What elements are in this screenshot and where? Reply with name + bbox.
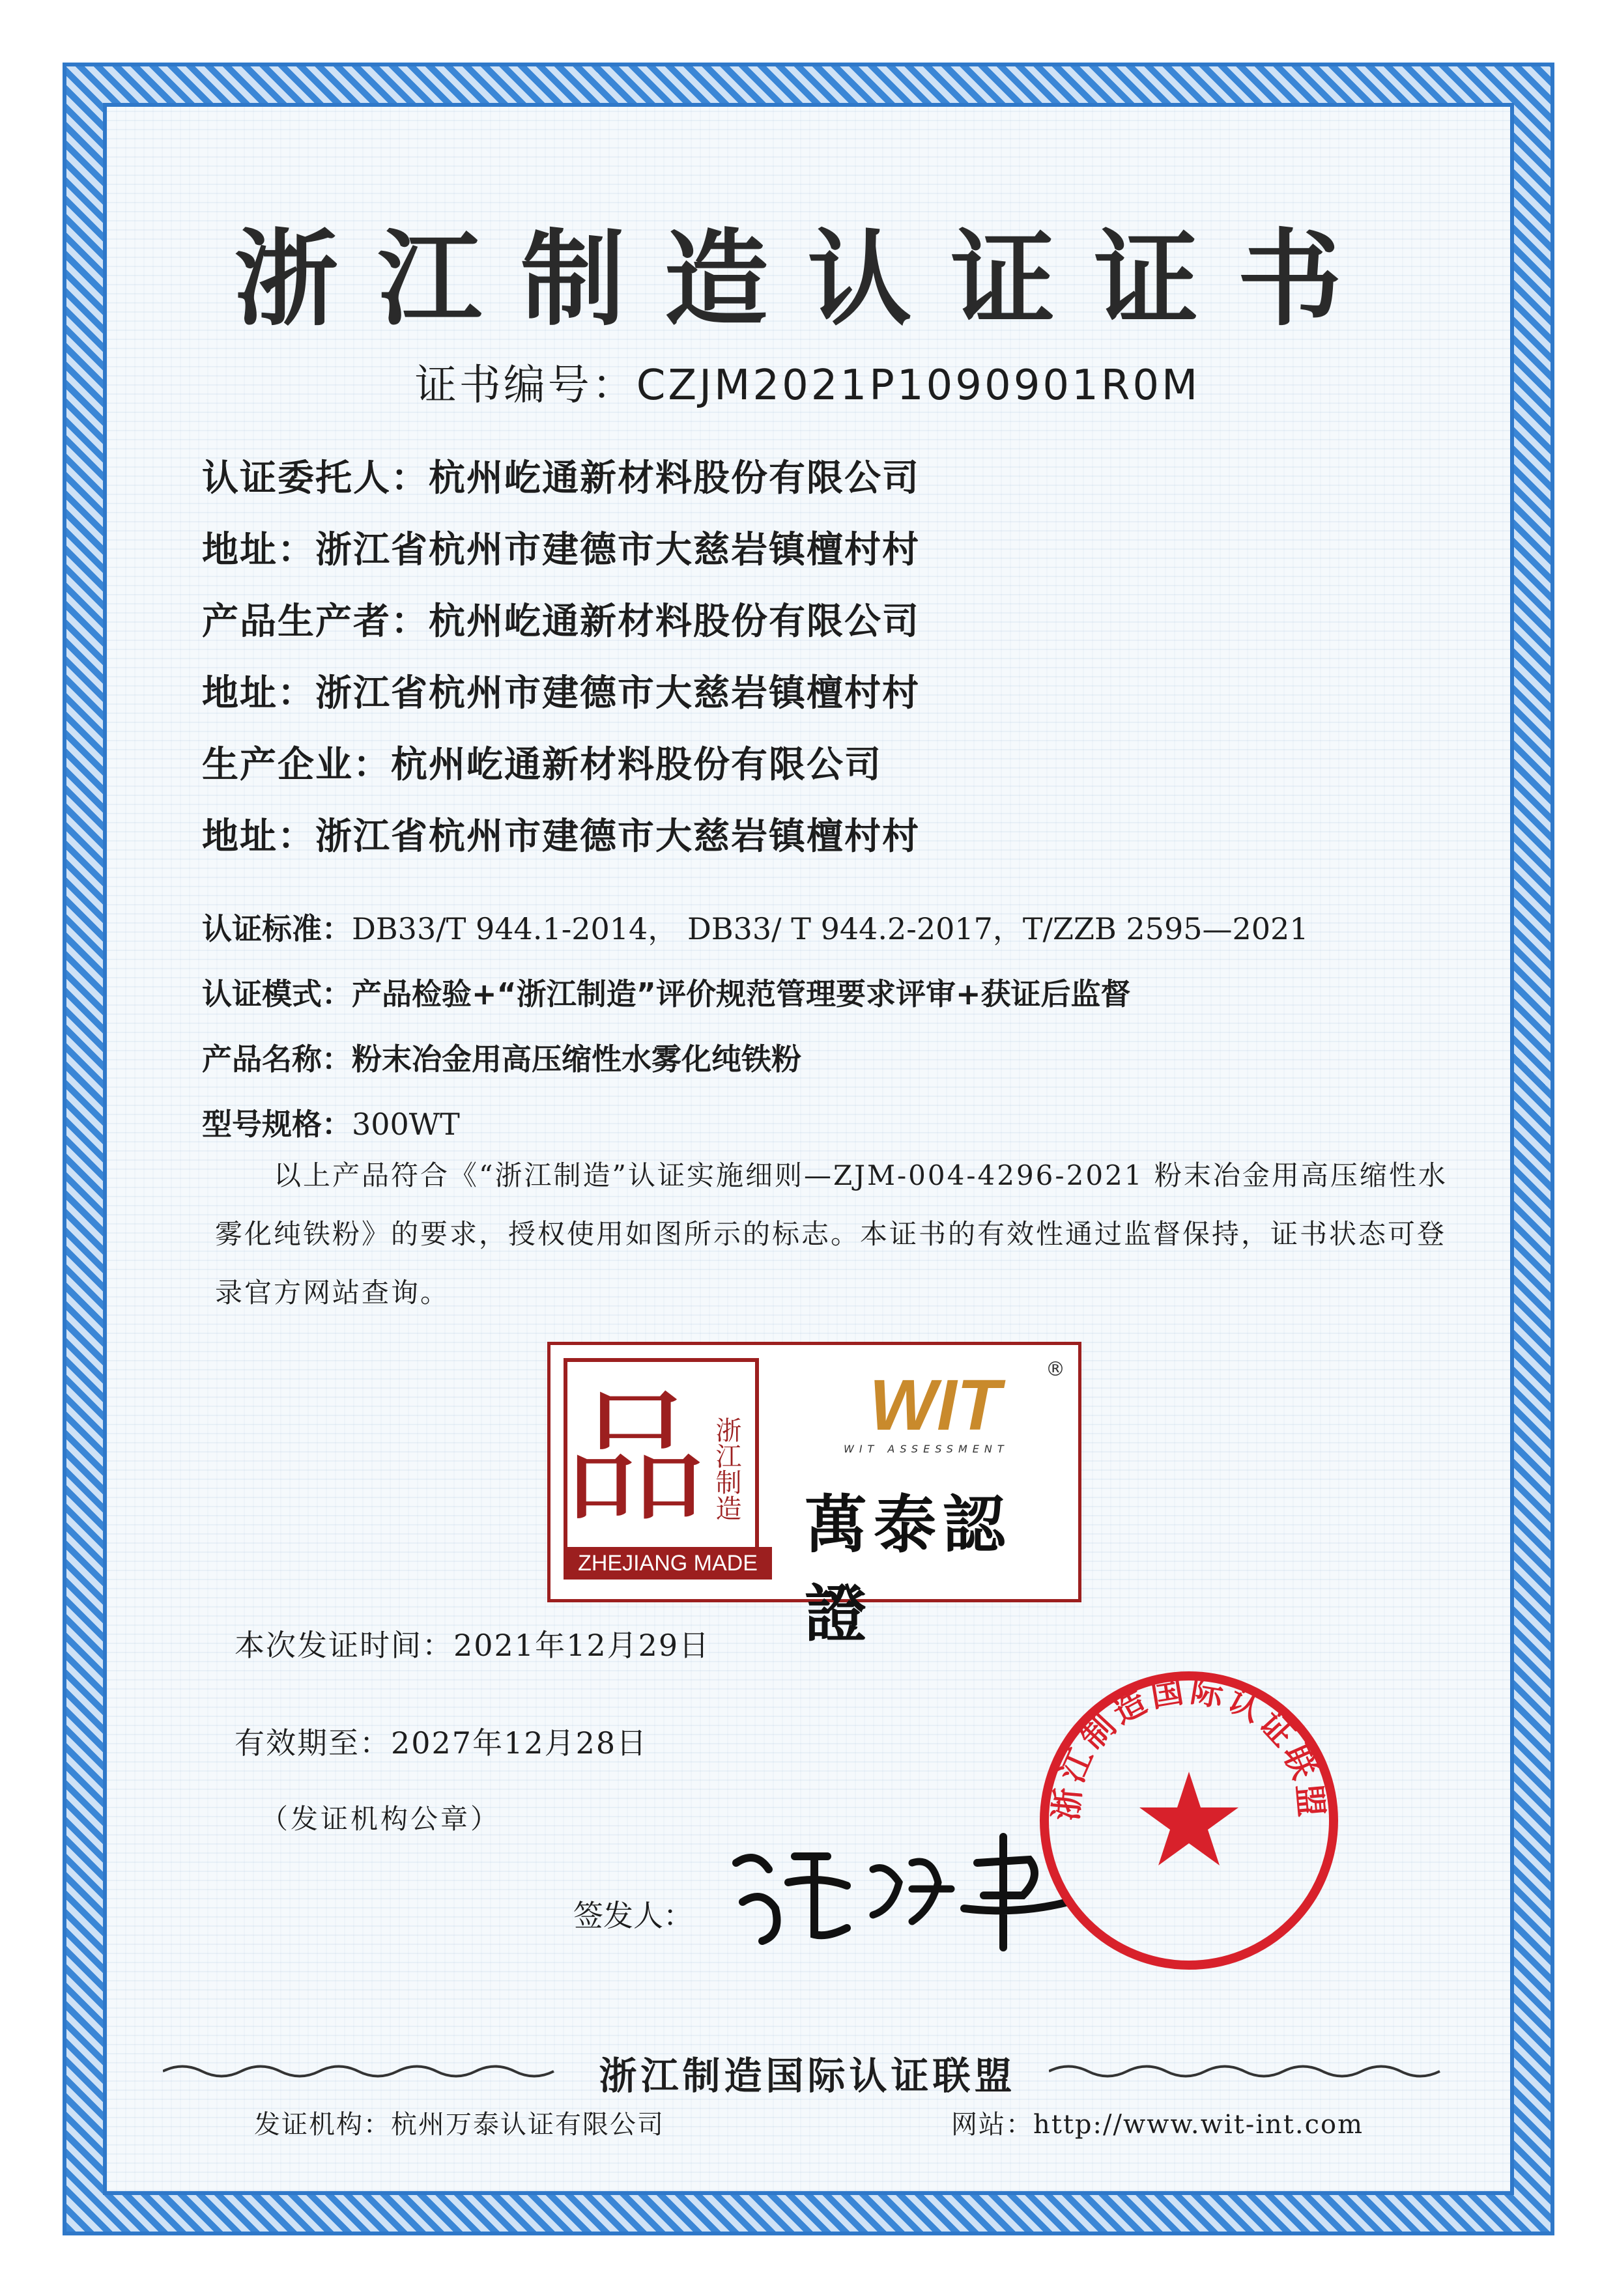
party-row: 产品生产者：杭州屹通新材料股份有限公司 — [202, 601, 920, 643]
certificate-title: 浙江制造认证证书 — [234, 218, 1381, 340]
wit-chinese-name: 萬泰認證 — [805, 1488, 1012, 1651]
detail-row-mode: 认证模式：产品检验+“浙江制造”评价规范管理要求评审+获证后监督 — [202, 976, 1131, 1012]
registered-mark: ® — [1046, 1358, 1065, 1381]
detail-row-standard: 认证标准：DB33/T 944.1-2014， DB33/ T 944.2-2017，T/ZZB 2595—2021 — [202, 911, 1309, 946]
certificate-number — [0, 352, 1615, 412]
valid-until-date: 有效期至：2027年12月28日 — [235, 1725, 648, 1761]
zhejiang-made-logo — [564, 1358, 772, 1580]
issuing-body: 发证机构：杭州万泰认证有限公司 — [254, 2110, 665, 2140]
detail-row-product: 产品名称：粉末冶金用高压缩性水雾化纯铁粉 — [202, 1042, 801, 1077]
website-link[interactable]: http://www.wit-int.com — [1033, 2110, 1364, 2140]
official-seal — [1036, 1667, 1342, 1974]
party-row: 地址：浙江省杭州市建德市大慈岩镇檀村村 — [202, 815, 920, 858]
seal-note: （发证机构公章） — [261, 1803, 501, 1835]
handwritten-signature — [717, 1824, 1081, 1954]
party-row: 认证委托人：杭州屹通新材料股份有限公司 — [202, 457, 920, 500]
statement-paragraph: 以上产品符合《“浙江制造”认证实施细则—ZJM-004-4296-2021 粉末冶金用高压缩性水雾化纯铁粉》的要求，授权使用如图所示的标志。本证书的有效性通过监督保持，证书状态可登录官方网站查询。 — [215, 1159, 1448, 1309]
wit-subtitle: WIT ASSESSMENT — [844, 1443, 1009, 1455]
issue-date: 本次发证时间：2021年12月29日 — [235, 1628, 711, 1663]
svg-text:浙江制造国际认证联盟: 浙江制造国际认证联盟 — [1047, 1671, 1331, 1822]
certificate-number-value: CZJM2021P1090901R0M — [636, 361, 1201, 410]
detail-row-model: 型号规格：300WT — [202, 1107, 460, 1142]
signer-label: 签发人： — [573, 1898, 693, 1933]
svg-text:浙江制造: 浙江制造 — [711, 1417, 741, 1521]
website-line: 网站：http://www.wit-int.com — [951, 2110, 1364, 2140]
party-row: 地址：浙江省杭州市建德市大慈岩镇檀村村 — [202, 672, 920, 715]
certification-logos — [547, 1342, 1081, 1651]
party-row: 地址：浙江省杭州市建德市大慈岩镇檀村村 — [202, 529, 920, 571]
certificate-number-label: 证书编号： — [414, 361, 636, 410]
svg-text:WIT: WIT — [869, 1365, 1001, 1443]
party-row: 生产企业：杭州屹通新材料股份有限公司 — [202, 744, 882, 786]
alliance-name: 浙江制造国际认证联盟 — [599, 2054, 1016, 2098]
right-flourish — [1049, 2062, 1453, 2081]
wit-logo — [798, 1365, 1072, 1443]
zhejiang-made-label: ZHEJIANG MADE — [564, 1547, 772, 1580]
svg-text:品: 品 — [564, 1375, 707, 1542]
